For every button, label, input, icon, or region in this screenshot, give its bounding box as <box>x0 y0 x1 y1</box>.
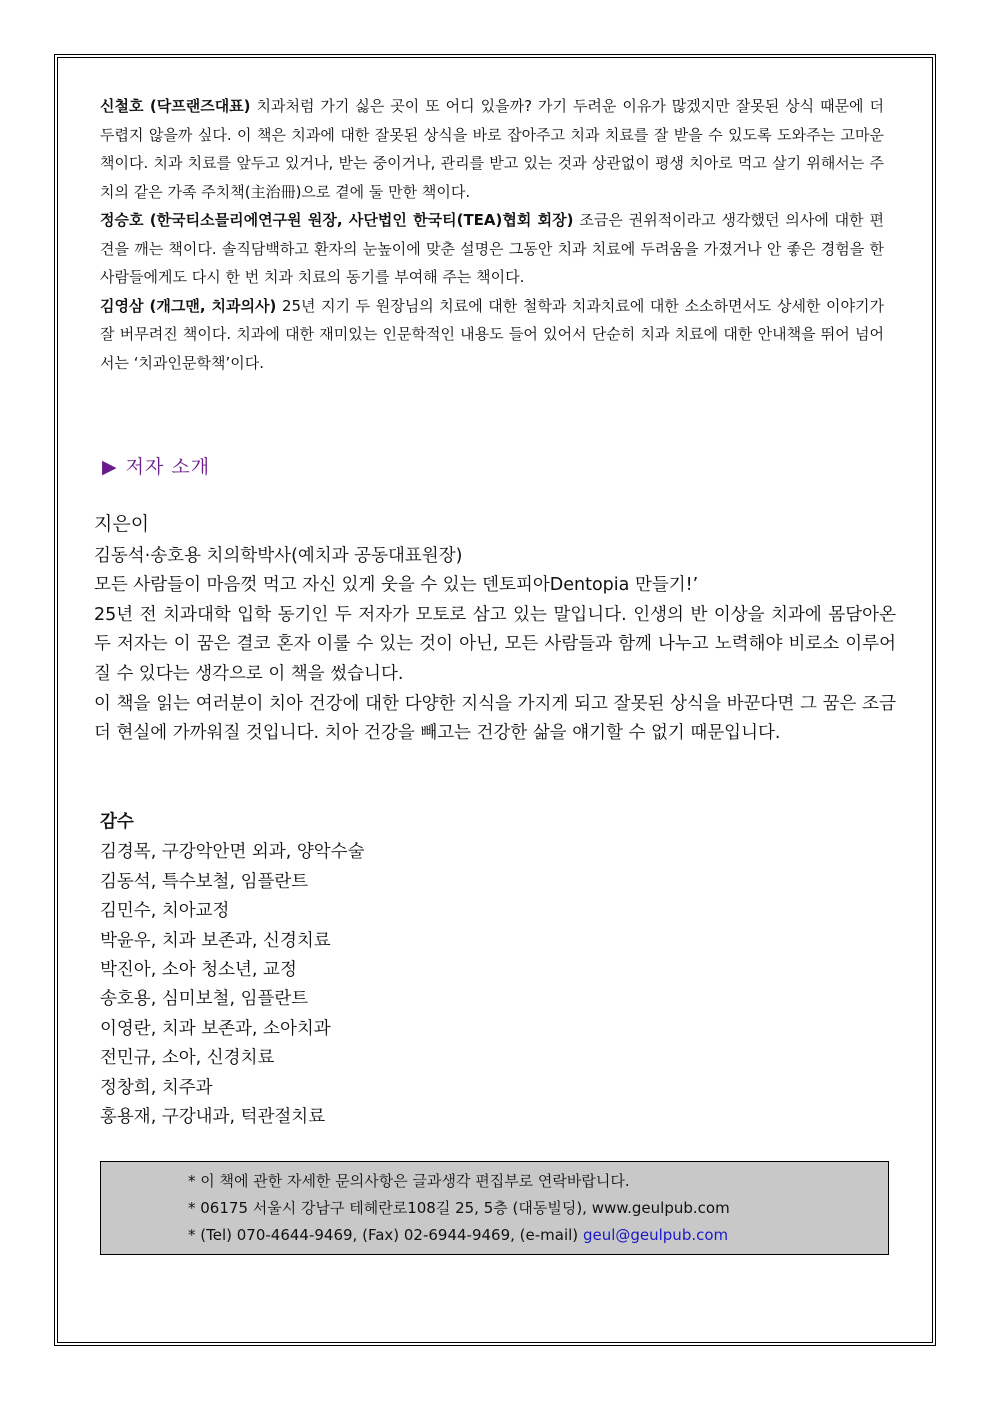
supervisor-item: 이영란, 치과 보존과, 소아치과 <box>100 1018 331 1039</box>
supervisor-item: 정창희, 치주과 <box>100 1077 213 1098</box>
reviews-block <box>100 92 884 377</box>
supervisor-item: 김동석, 특수보철, 임플란트 <box>100 871 309 892</box>
author-label: 지은이 <box>94 513 150 535</box>
reviewer-name: 김영삼 (개그맨, 치과의사) <box>100 296 277 315</box>
contact-phone-fax: * (Tel) 070-4644-9469, (Fax) 02-6944-9469, (e-mail) <box>188 1226 583 1244</box>
contact-line <box>188 1222 888 1249</box>
email-link[interactable]: geul@geulpub.com <box>582 1226 729 1244</box>
supervisor-item: 김경목, 구강악안면 외과, 양악수술 <box>100 842 365 863</box>
review-text: 치과처럼 가기 싫은 곳이 또 어디 있을까? 가기 두려운 이유가 많겠지만 잘못된 상식 때문에 더 두렵지 않을까 싶다. 이 책은 치과에 대한 잘못된 상식을 바로 잡아주고 치과 치료를 잘 받을 수 있도록 도와주는 고마운 책이다. 치과 치료를 앞두고 있거나, 받는 중이거나, 관리를 받고 있는 것과 상관없이 평생 치아로 먹고 살기 위해서는 주치의 같은 가족 주치책(主治冊)으로 곁에 둘 만한 책이다. <box>100 97 884 201</box>
supervisor-item: 김민수, 치아교정 <box>100 901 230 922</box>
supervisor-item: 박진아, 소아 청소년, 교정 <box>100 960 297 981</box>
author-paragraph: 25년 전 치과대학 입학 동기인 두 저자가 모토로 삼고 있는 말입니다. 인생의 반 이상을 치과에 몸담아온 두 저자는 이 꿈은 결코 혼자 이룰 수 있는 것이 아닌, 모든 사람들과 함께 나누고 노력해야 비로소 이루어질 수 있다는 생각으로 이 책을 썼습니다. <box>94 604 896 684</box>
review-text: 조금은 권위적이라고 생각했던 의사에 대한 편견을 깨는 책이다. 솔직담백하고 환자의 눈높이에 맞춘 설명은 그동안 치과 치료에 두려움을 가졌거나 안 좋은 경험을 한 사람들에게도 다시 한 번 치과 치료의 동기를 부여해 주는 책이다. <box>100 211 885 286</box>
section-title <box>102 452 210 479</box>
review-text: 25년 지기 두 원장님의 치료에 대한 철학과 치과치료에 대한 소소하면서도 상세한 이야기가 잘 버무려진 책이다. 치과에 대한 재미있는 인문학적인 내용도 들어 있어서 단순히 치과 치료에 대한 안내책을 뛰어 넘어서는 ‘치과인문학책’이다. <box>100 296 884 372</box>
review-paragraph <box>100 292 884 378</box>
review-paragraph <box>100 92 884 206</box>
supervisors-block <box>100 808 364 1132</box>
author-names: 김동석·송호용 치의학박사(예치과 공동대표원장) <box>94 545 463 566</box>
supervisor-item: 박윤우, 치과 보존과, 신경치료 <box>100 930 331 951</box>
supervisors-heading: 감수 <box>100 812 134 832</box>
author-block <box>94 510 896 749</box>
review-paragraph <box>100 206 884 292</box>
author-paragraph: 모든 사람들이 마음껏 먹고 자신 있게 웃을 수 있는 덴토피아Dentopia 만들기!’ <box>94 575 699 596</box>
supervisor-item: 송호용, 심미보철, 임플란트 <box>100 989 309 1010</box>
author-paragraph: 이 책을 읽는 여러분이 치아 건강에 대한 다양한 지식을 가지게 되고 잘못된 상식을 바꾼다면 그 꿈은 조금 더 현실에 가까워질 것입니다. 치아 건강을 빼고는 건강한 삶을 얘기할 수 없기 때문입니다. <box>94 693 896 744</box>
supervisor-item: 전민규, 소아, 신경치료 <box>100 1048 275 1069</box>
supervisor-item: 홍용재, 구강내과, 턱관절치료 <box>100 1107 326 1128</box>
contact-line: * 이 책에 관한 자세한 문의사항은 글과생각 편집부로 연락바랍니다. <box>188 1172 630 1190</box>
reviewer-name: 정승호 (한국티소믈리에연구원 원장, 사단법인 한국티(TEA)협회 회장) <box>100 211 574 229</box>
section-title-text: 저자 소개 <box>125 456 211 478</box>
contact-line: * 06175 서울시 강남구 테헤란로108길 25, 5층 (대동빌딩), www.geulpub.com <box>188 1199 730 1217</box>
contact-info-box <box>100 1161 889 1255</box>
triangle-right-icon: ▶ <box>102 456 118 478</box>
reviewer-name: 신철호 (닥프랜즈대표) <box>100 97 251 115</box>
